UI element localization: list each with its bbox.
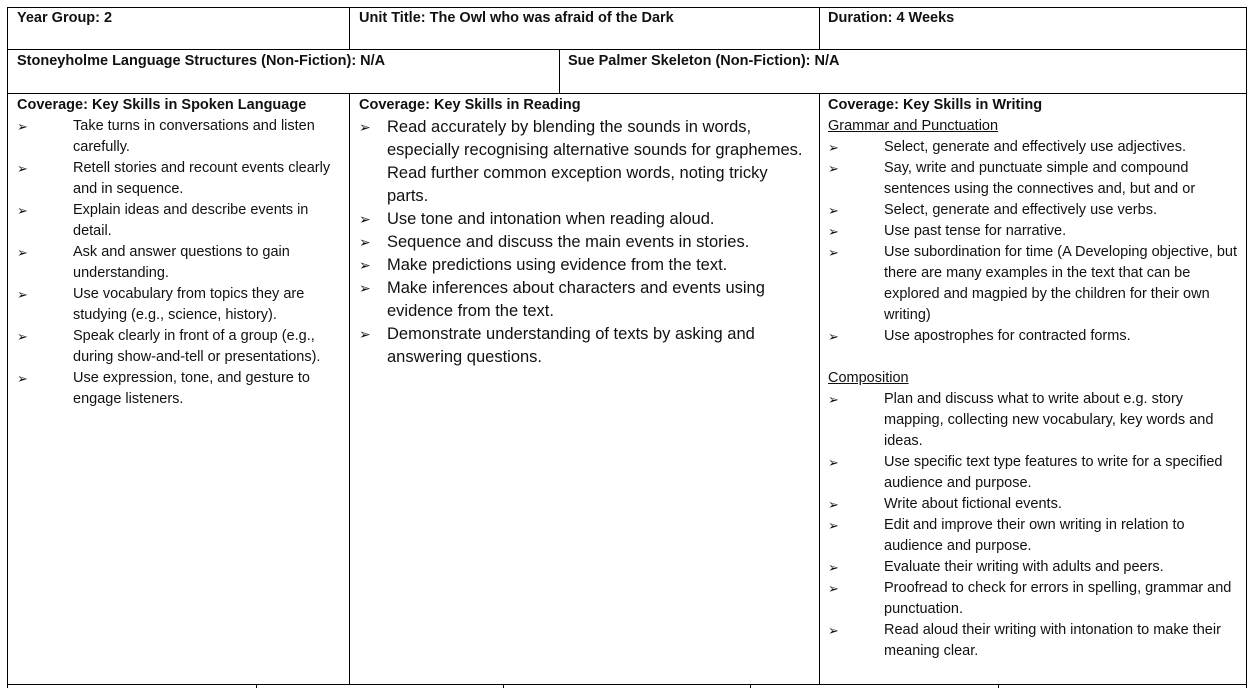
list-item-text: Use tone and intonation when reading aloud. <box>387 210 715 228</box>
arrow-bullet-icon: ➢ <box>359 326 371 342</box>
arrow-bullet-icon: ➢ <box>828 581 839 596</box>
list-item-text: Proofread to check for errors in spelling, grammar and punctuation. <box>884 580 1232 617</box>
next-row-divider-4 <box>998 684 999 688</box>
list-item <box>828 221 1240 242</box>
arrow-bullet-icon: ➢ <box>828 455 839 470</box>
reading-list <box>359 116 811 369</box>
list-item-text: Retell stories and recount events clearly and in sequence. <box>73 160 331 197</box>
arrow-bullet-icon: ➢ <box>17 329 28 344</box>
arrow-bullet-icon: ➢ <box>828 497 839 512</box>
list-item-text: Evaluate their writing with adults and peers. <box>884 559 1164 575</box>
arrow-bullet-icon: ➢ <box>359 257 371 273</box>
arrow-bullet-icon: ➢ <box>17 371 28 386</box>
spoken-language-cell <box>17 95 343 410</box>
writing-cell <box>828 95 1240 662</box>
arrow-bullet-icon: ➢ <box>17 287 28 302</box>
list-item <box>359 231 811 254</box>
col-divider-3 <box>349 93 350 685</box>
list-item <box>17 158 343 200</box>
arrow-bullet-icon: ➢ <box>828 245 839 260</box>
list-item <box>828 494 1240 515</box>
next-row-divider-2 <box>503 684 504 688</box>
list-item-text: Read aloud their writing with intonation to make their meaning clear. <box>884 622 1221 659</box>
grammar-punctuation-heading: Grammar and Punctuation <box>828 118 999 134</box>
arrow-bullet-icon: ➢ <box>828 140 839 155</box>
spoken-language-heading: Coverage: Key Skills in Spoken Language <box>17 97 307 113</box>
list-item <box>828 158 1240 200</box>
arrow-bullet-icon: ➢ <box>828 392 839 407</box>
list-item <box>828 137 1240 158</box>
list-item-text: Use specific text type features to write for a specified audience and purpose. <box>884 454 1223 491</box>
table-border-top <box>7 7 1247 8</box>
table-border-right <box>1246 7 1247 688</box>
list-item <box>17 242 343 284</box>
arrow-bullet-icon: ➢ <box>828 224 839 239</box>
list-item-text: Take turns in conversations and listen carefully. <box>73 118 315 155</box>
next-row-divider-3 <box>750 684 751 688</box>
list-item <box>359 116 811 208</box>
list-item-text: Use subordination for time (A Developing objective, but there are many examples in the text that can be explored and magpied by the children for their own writing) <box>884 244 1238 323</box>
list-item <box>17 200 343 242</box>
list-item <box>359 254 811 277</box>
arrow-bullet-icon: ➢ <box>359 280 371 296</box>
list-item-text: Use apostrophes for contracted forms. <box>884 328 1131 344</box>
list-item-text: Say, write and punctuate simple and compound sentences using the connectives and, but and or <box>884 160 1196 197</box>
list-item <box>17 284 343 326</box>
list-item <box>17 116 343 158</box>
list-item-text: Sequence and discuss the main events in stories. <box>387 233 750 251</box>
sue-palmer-skeleton: Sue Palmer Skeleton (Non-Fiction): N/A <box>568 53 840 69</box>
grammar-list <box>828 137 1240 347</box>
unit-title: Unit Title: The Owl who was afraid of the Dark <box>359 10 674 26</box>
writing-heading: Coverage: Key Skills in Writing <box>828 97 1043 113</box>
duration: Duration: 4 Weeks <box>828 10 955 26</box>
list-item-text: Plan and discuss what to write about e.g. story mapping, collecting new vocabulary, key words and ideas. <box>884 391 1214 449</box>
list-item <box>828 200 1240 221</box>
table-border-row3 <box>7 684 1247 685</box>
next-row-divider-1 <box>256 684 257 688</box>
list-item-text: Explain ideas and describe events in detail. <box>73 202 309 239</box>
col-divider-row2 <box>559 49 560 94</box>
col-divider-1 <box>349 7 350 50</box>
col-divider-2 <box>819 7 820 50</box>
col-divider-4 <box>819 93 820 685</box>
list-item <box>828 578 1240 620</box>
list-item-text: Write about fictional events. <box>884 496 1062 512</box>
list-item-text: Use past tense for narrative. <box>884 223 1067 239</box>
table-border-row1 <box>7 49 1247 50</box>
list-item-text: Speak clearly in front of a group (e.g., during show-and-tell or presentations). <box>73 328 321 365</box>
arrow-bullet-icon: ➢ <box>828 518 839 533</box>
list-item <box>17 326 343 368</box>
list-item <box>359 277 811 323</box>
reading-cell <box>359 95 811 369</box>
arrow-bullet-icon: ➢ <box>359 211 371 227</box>
arrow-bullet-icon: ➢ <box>828 203 839 218</box>
arrow-bullet-icon: ➢ <box>359 119 371 135</box>
list-item-text: Read accurately by blending the sounds in words, especially recognising alternative sounds for graphemes. Read further common exception words, noting tricky parts. <box>387 118 803 205</box>
list-item-text: Select, generate and effectively use adjectives. <box>884 139 1187 155</box>
arrow-bullet-icon: ➢ <box>828 161 839 176</box>
list-item <box>828 515 1240 557</box>
list-item <box>828 242 1240 326</box>
list-item <box>828 389 1240 452</box>
list-item-text: Demonstrate understanding of texts by asking and answering questions. <box>387 325 755 366</box>
list-item <box>17 368 343 410</box>
list-item <box>359 323 811 369</box>
reading-heading: Coverage: Key Skills in Reading <box>359 97 581 113</box>
spoken-language-list <box>17 116 343 410</box>
year-group: Year Group: 2 <box>17 10 113 26</box>
arrow-bullet-icon: ➢ <box>17 245 28 260</box>
list-item <box>359 208 811 231</box>
list-item <box>828 557 1240 578</box>
list-item <box>828 620 1240 662</box>
arrow-bullet-icon: ➢ <box>17 161 28 176</box>
arrow-bullet-icon: ➢ <box>828 623 839 638</box>
list-item-text: Edit and improve their own writing in relation to audience and purpose. <box>884 517 1185 554</box>
list-item <box>828 452 1240 494</box>
composition-heading: Composition <box>828 370 909 386</box>
list-item-text: Select, generate and effectively use verbs. <box>884 202 1157 218</box>
arrow-bullet-icon: ➢ <box>359 234 371 250</box>
list-item-text: Make predictions using evidence from the text. <box>387 256 728 274</box>
table-border-left <box>7 7 8 688</box>
stoneyholme-structures: Stoneyholme Language Structures (Non-Fiction): N/A <box>17 53 386 69</box>
list-item-text: Ask and answer questions to gain understanding. <box>73 244 290 281</box>
list-item-text: Make inferences about characters and events using evidence from the text. <box>387 279 765 320</box>
arrow-bullet-icon: ➢ <box>17 119 28 134</box>
arrow-bullet-icon: ➢ <box>17 203 28 218</box>
list-item-text: Use expression, tone, and gesture to engage listeners. <box>73 370 310 407</box>
list-item <box>828 326 1240 347</box>
arrow-bullet-icon: ➢ <box>828 560 839 575</box>
table-border-row2 <box>7 93 1247 94</box>
arrow-bullet-icon: ➢ <box>828 329 839 344</box>
composition-list <box>828 389 1240 662</box>
list-item-text: Use vocabulary from topics they are studying (e.g., science, history). <box>73 286 305 323</box>
spacer <box>828 347 1240 368</box>
